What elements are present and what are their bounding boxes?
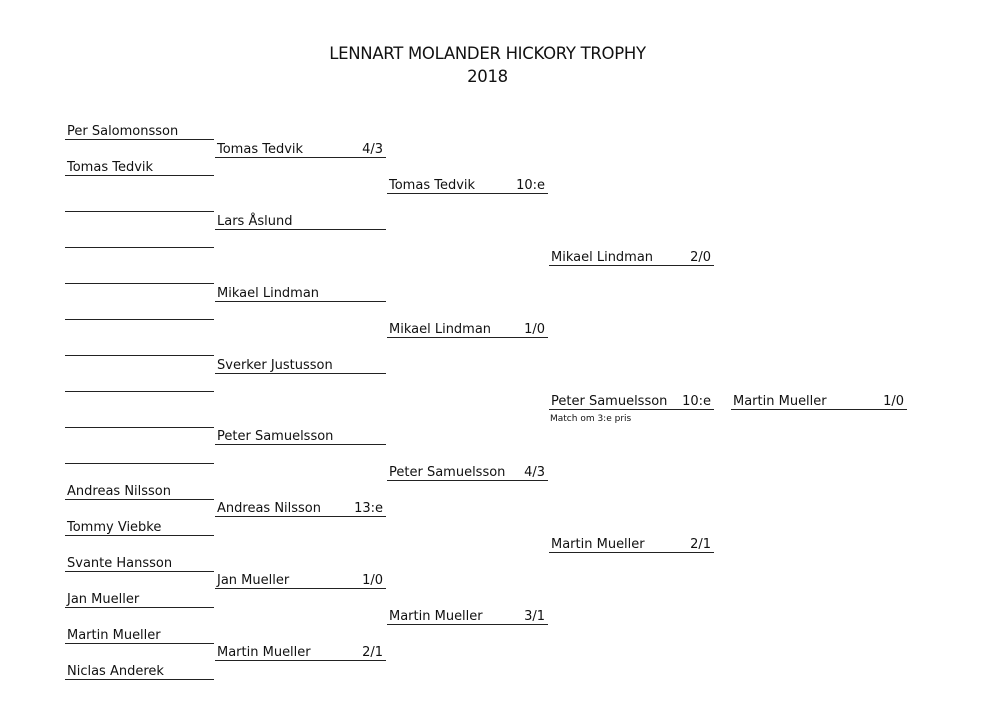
player-name: Tomas Tedvik bbox=[67, 160, 154, 175]
player-name: Sverker Justusson bbox=[217, 358, 333, 373]
round1-slot-3 bbox=[65, 195, 214, 212]
semifinal-slot-2 bbox=[549, 536, 714, 553]
player-name: Lars Åslund bbox=[217, 214, 293, 229]
player-name: Jan Mueller bbox=[217, 573, 290, 588]
match-score: 3/1 bbox=[524, 609, 545, 624]
match-score: 10:e bbox=[682, 394, 711, 409]
match-score: 4/3 bbox=[524, 465, 545, 480]
round1-slot-13 bbox=[65, 555, 214, 572]
player-name: Martin Mueller bbox=[733, 394, 827, 409]
match-score: 2/0 bbox=[690, 250, 711, 265]
player-name: Niclas Anderek bbox=[67, 664, 164, 679]
round1-slot-5 bbox=[65, 267, 214, 284]
round1-slot-7 bbox=[65, 339, 214, 356]
round1-slot-6 bbox=[65, 303, 214, 320]
match-score: 1/0 bbox=[524, 322, 545, 337]
round1-slot-11 bbox=[65, 483, 214, 500]
round1-slot-4 bbox=[65, 231, 214, 248]
round1-slot-2 bbox=[65, 159, 214, 176]
player-name: Tomas Tedvik bbox=[217, 142, 304, 157]
player-name: Per Salomonsson bbox=[67, 124, 179, 139]
match-score: 13:e bbox=[354, 501, 383, 516]
round1-slot-12 bbox=[65, 519, 214, 536]
round1-slot-9 bbox=[65, 411, 214, 428]
quarterfinal-slot-2 bbox=[387, 321, 548, 338]
round1-slot-10 bbox=[65, 447, 214, 464]
round1-slot-8 bbox=[65, 375, 214, 392]
round1-slot-14 bbox=[65, 591, 214, 608]
match-score: 4/3 bbox=[362, 142, 383, 157]
player-name: Tommy Viebke bbox=[67, 520, 162, 535]
quarterfinal-slot-1 bbox=[387, 177, 548, 194]
player-name: Mikael Lindman bbox=[389, 322, 492, 337]
match-score: 2/1 bbox=[362, 645, 383, 660]
player-name: Martin Mueller bbox=[389, 609, 483, 624]
player-name: Mikael Lindman bbox=[551, 250, 654, 265]
player-name: Martin Mueller bbox=[217, 645, 311, 660]
round2-slot-4 bbox=[215, 357, 386, 374]
player-name: Martin Mueller bbox=[67, 628, 161, 643]
match-score: 2/1 bbox=[690, 537, 711, 552]
round2-slot-2 bbox=[215, 213, 386, 230]
match-score: 1/0 bbox=[883, 394, 904, 409]
round1-slot-15 bbox=[65, 627, 214, 644]
semifinal-slot-1 bbox=[549, 249, 714, 266]
round2-slot-6 bbox=[215, 500, 386, 517]
round2-slot-3 bbox=[215, 285, 386, 302]
year-label: 2018 bbox=[467, 67, 508, 86]
player-name: Peter Samuelsson bbox=[551, 394, 668, 409]
round2-slot-1 bbox=[215, 141, 386, 158]
player-name: Tomas Tedvik bbox=[389, 178, 476, 193]
player-name: Peter Samuelsson bbox=[217, 429, 334, 444]
round2-slot-5 bbox=[215, 428, 386, 445]
round2-slot-7 bbox=[215, 572, 386, 589]
third-place-slot bbox=[549, 393, 714, 410]
player-name: Svante Hansson bbox=[67, 556, 173, 571]
player-name: Andreas Nilsson bbox=[217, 501, 321, 516]
player-name: Andreas Nilsson bbox=[67, 484, 171, 499]
quarterfinal-slot-3 bbox=[387, 464, 548, 481]
page-title: LENNART MOLANDER HICKORY TROPHY bbox=[329, 44, 646, 63]
player-name: Martin Mueller bbox=[551, 537, 645, 552]
match-score: 10:e bbox=[516, 178, 545, 193]
player-name: Peter Samuelsson bbox=[389, 465, 506, 480]
quarterfinal-slot-4 bbox=[387, 608, 548, 625]
round2-slot-8 bbox=[215, 644, 386, 661]
final-slot bbox=[731, 393, 907, 410]
third-place-note: Match om 3:e pris bbox=[550, 414, 632, 424]
player-name: Jan Mueller bbox=[67, 592, 140, 607]
round1-slot-16 bbox=[65, 663, 214, 680]
player-name: Mikael Lindman bbox=[217, 286, 320, 301]
match-score: 1/0 bbox=[362, 573, 383, 588]
round1-slot-1 bbox=[65, 123, 214, 140]
